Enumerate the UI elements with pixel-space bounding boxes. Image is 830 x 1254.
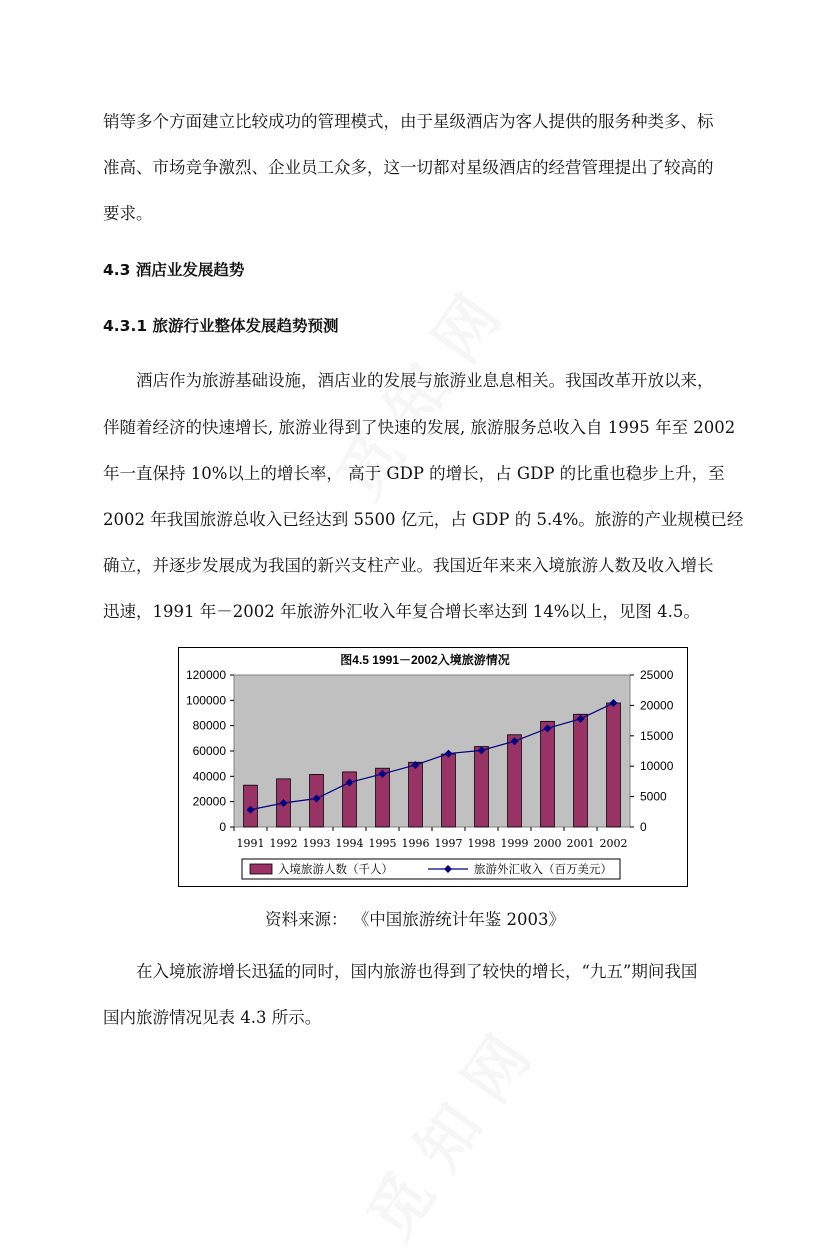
y-right-tick-label: 25000: [640, 668, 674, 682]
bar: [508, 735, 522, 827]
legend-line-label: 旅游外汇收入（百万美元）: [474, 862, 612, 876]
y-left-tick-label: 40000: [192, 769, 226, 784]
x-tick-label: 1998: [467, 837, 496, 850]
y-right-tick-label: 15000: [640, 728, 674, 743]
text-line: 年一直保持 10%以上的增长率， 高于 GDP 的增长，占 GDP 的比重也稳步上升，至: [103, 464, 725, 483]
chart-title: 图4.5 1991－2002入境旅游情况: [340, 653, 510, 667]
x-tick-label: 1997: [434, 837, 463, 850]
text-line: 2002 年我国旅游总收入已经达到 5500 亿元，占 GDP 的 5.4%。旅游的产业规模已经: [103, 510, 744, 529]
x-tick-label: 1996: [401, 837, 430, 850]
bar: [541, 721, 555, 827]
y-right-tick-label: 20000: [640, 698, 674, 713]
text-line: 迅速，1991 年－2002 年旅游外汇收入年复合增长率达到 14%以上，见图 4.5。: [103, 602, 700, 621]
y-left-tick-label: 80000: [192, 718, 226, 733]
plot-area: [234, 675, 630, 827]
text-line: 酒店作为旅游基础设施，酒店业的发展与旅游业息息相关。我国改革开放以来，: [136, 371, 714, 390]
subsection-heading: 4.3.1 旅游行业整体发展趋势预测: [103, 317, 339, 335]
x-tick-label: 1991: [236, 837, 265, 850]
text-line: 确立，并逐步发展成为我国的新兴支柱产业。我国近年来来入境旅游人数及收入增长: [103, 556, 714, 575]
watermark: [342, 1015, 546, 1254]
legend-bar-label: 入境旅游人数（千人）: [278, 862, 393, 876]
x-tick-label: 1999: [500, 837, 529, 850]
text-line: 要求。: [103, 204, 153, 223]
y-left-tick-label: 0: [219, 820, 226, 834]
y-left-tick-label: 100000: [185, 693, 226, 708]
legend-bar-swatch: [250, 864, 272, 874]
y-right-tick-label: 5000: [640, 789, 667, 804]
bar: [475, 747, 489, 827]
x-tick-label: 2000: [533, 837, 562, 850]
text-line: 国内旅游情况见表 4.3 所示。: [103, 1008, 322, 1027]
figure-source: 资料来源： 《中国旅游统计年鉴 2003》: [265, 910, 565, 929]
x-tick-label: 2001: [566, 837, 595, 850]
text-line: 伴随着经济的快速增长, 旅游业得到了快速的发展, 旅游服务总收入自 1995 年至 2002: [103, 418, 736, 437]
y-right-tick-label: 10000: [640, 759, 674, 774]
x-tick-label: 2002: [599, 837, 628, 850]
y-right-tick-label: 0: [640, 820, 647, 834]
figure-chart: [178, 647, 688, 887]
bar: [409, 762, 423, 827]
bar: [442, 754, 456, 827]
x-tick-label: 1993: [302, 837, 331, 850]
text-line: 准高、市场竞争激烈、企业员工众多，这一切都对星级酒店的经营管理提出了较高的: [103, 158, 714, 177]
x-tick-label: 1994: [335, 837, 364, 850]
x-tick-label: 1992: [269, 837, 298, 850]
text-line: 在入境旅游增长迅猛的同时，国内旅游也得到了较快的增长，“九五”期间我国: [136, 962, 698, 981]
y-left-tick-label: 120000: [185, 668, 226, 682]
y-left-tick-label: 60000: [192, 744, 226, 758]
text-line: 销等多个方面建立比较成功的管理模式，由于星级酒店为客人提供的服务种类多、标: [103, 112, 714, 131]
bar: [607, 703, 621, 827]
section-heading: 4.3 酒店业发展趋势: [103, 261, 245, 279]
x-tick-label: 1995: [368, 837, 397, 850]
y-left-tick-label: 20000: [192, 794, 226, 809]
bar: [574, 714, 588, 827]
